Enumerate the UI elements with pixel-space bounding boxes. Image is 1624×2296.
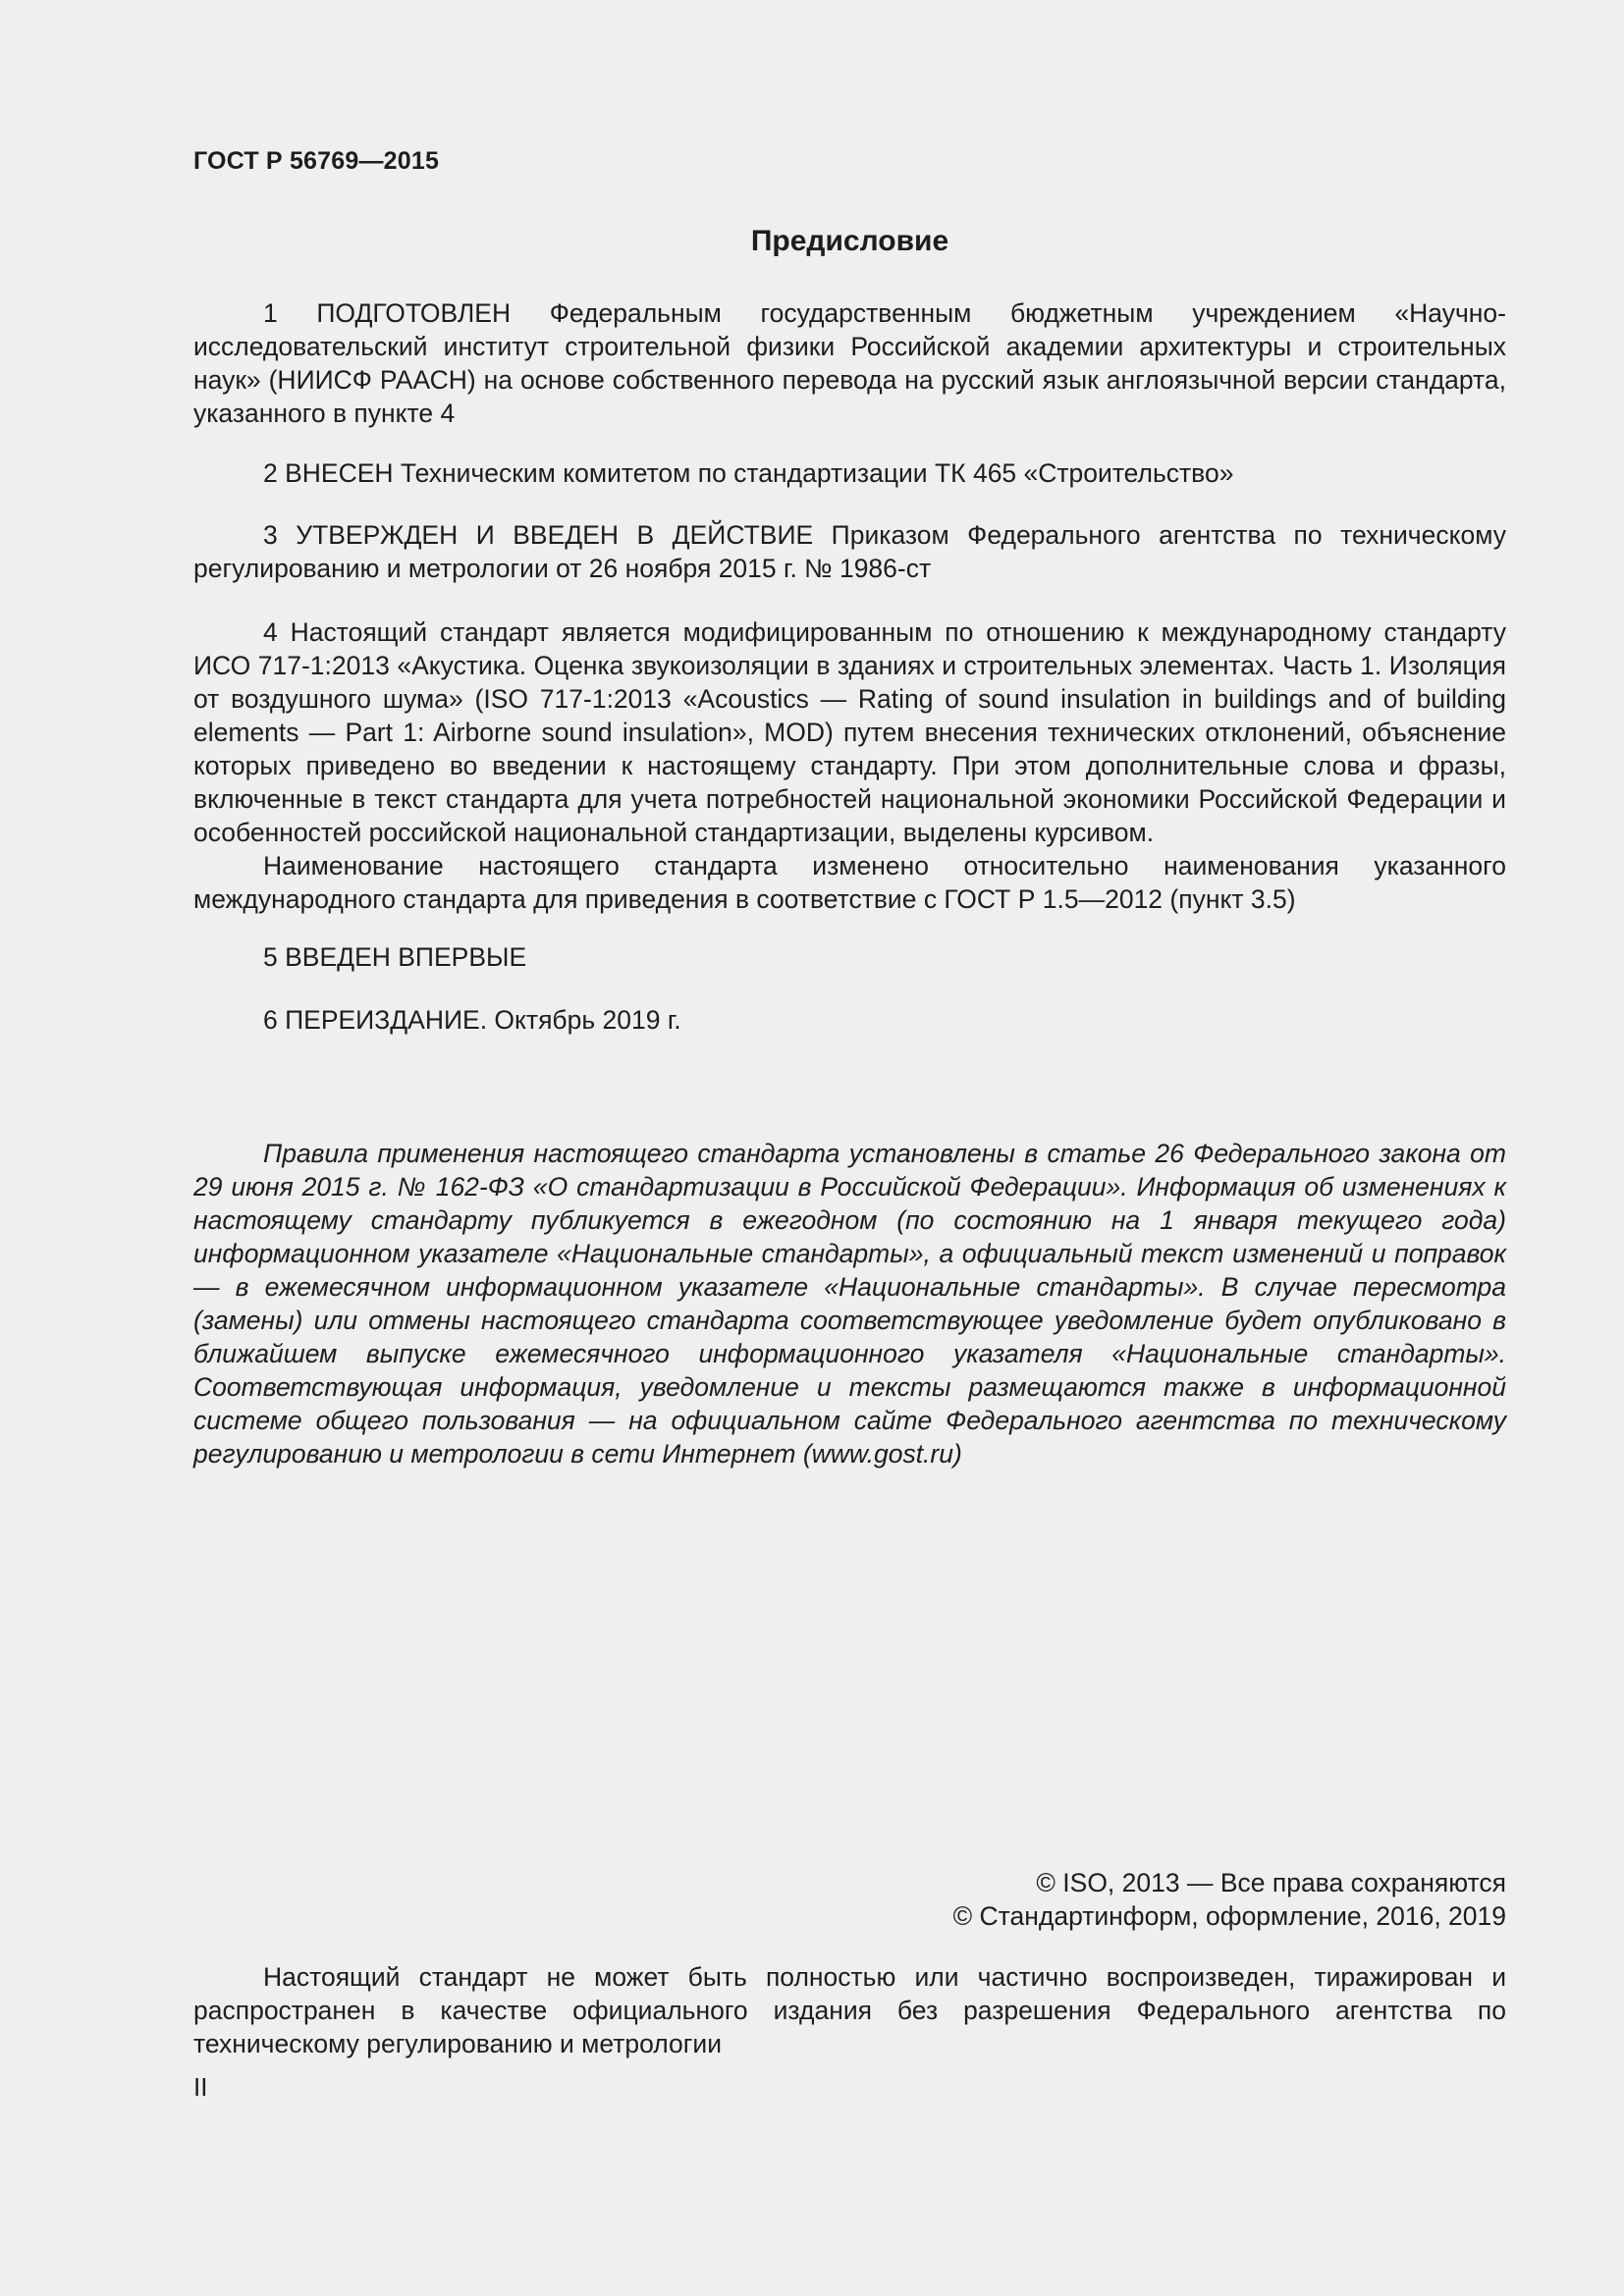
reproduction-notice <box>193 1960 1506 2060</box>
page-number: II <box>193 2072 208 2102</box>
application-rules-notice <box>193 1137 1506 1470</box>
foreword-item-5-text: 5 ВВЕДЕН ВПЕРВЫЕ <box>263 942 527 972</box>
application-rules-text: Правила применения настоящего стандарта установлены в статье 26 Федерального закона от 29 июня 2015 г. № 162-ФЗ «О стандартизации в Российской Федерации». Информация об изменениях к настоящему стандарту публикуется в ежегодном (по состоянию на 1 января текущего года) информационном указателе «Национальные стандарты», а официальный текст изменений и поправок — в ежемесячном информационном указателе «Национальные стандарты». В случае пересмотра (замены) или отмены настоящего стандарта соответствующее уведомление будет опубликовано в ближайшем выпуске ежемесячного информационного указателя «Национальные стандарты». Соответствующая информация, уведомление и тексты размещаются также в информационной системе общего пользования — на официальном сайте Федерального агентства по техническому регулированию и метрологии в сети Интернет (www.gost.ru) <box>193 1139 1506 1468</box>
foreword-item-5 <box>193 940 1506 974</box>
foreword-item-6 <box>193 1003 1506 1037</box>
foreword-item-4-text: 4 Настоящий стандарт является модифицированным по отношению к международному стандарту ИСО 717-1:2013 «Акустика. Оценка звукоизоляции в зданиях и строительных элементах. Часть 1. Изоляция от воздушного шума» (ISO 717-1:2013 «Acoustics — Rating of sound insulation in buildings and of building elements — Part 1: Airborne sound insulation», MOD) путем внесения технических отклонений, объяснение которых приведено во введении к настоящему стандарту. При этом дополнительные слова и фразы, включенные в текст стандарта для учета потребностей национальной экономики Российской Федерации и особенностей российской национальной стандартизации, выделены курсивом. <box>193 617 1506 847</box>
reproduction-notice-text: Настоящий стандарт не может быть полностью или частично воспроизведен, тиражирован и распространен в качестве официального издания без разрешения Федерального агентства по техническому регулированию и метрологии <box>193 1962 1506 2058</box>
copyright-block <box>193 1866 1506 1933</box>
foreword-item-1 <box>193 296 1506 430</box>
document-code: ГОСТ Р 56769—2015 <box>193 147 440 175</box>
foreword-item-3 <box>193 518 1506 585</box>
copyright-iso: © ISO, 2013 — Все права сохраняются <box>1036 1868 1506 1897</box>
foreword-item-6-text: 6 ПЕРЕИЗДАНИЕ. Октябрь 2019 г. <box>263 1005 681 1035</box>
foreword-item-1-text: 1 ПОДГОТОВЛЕН Федеральным государственным бюджетным учреждением «Научно-исследовательский институт строительной физики Российской академии архитектуры и строительных наук» (НИИСФ РААСН) на основе собственного перевода на русский язык англоязычной версии стандарта, указанного в пункте 4 <box>193 298 1506 428</box>
copyright-standartinform: © Стандартинформ, оформление, 2016, 2019 <box>952 1901 1506 1931</box>
foreword-item-2 <box>193 456 1506 490</box>
foreword-item-4-note: Наименование настоящего стандарта изменено относительно наименования указанного международного стандарта для приведения в соответствие с ГОСТ Р 1.5—2012 (пункт 3.5) <box>193 851 1506 914</box>
foreword-item-4 <box>193 615 1506 916</box>
foreword-item-3-text: 3 УТВЕРЖДЕН И ВВЕДЕН В ДЕЙСТВИЕ Приказом Федерального агентства по техническому регулированию и метрологии от 26 ноября 2015 г. № 1986-ст <box>193 520 1506 583</box>
page-title: Предисловие <box>750 225 949 257</box>
foreword-item-2-text: 2 ВНЕСЕН Техническим комитетом по стандартизации ТК 465 «Строительство» <box>263 458 1234 488</box>
